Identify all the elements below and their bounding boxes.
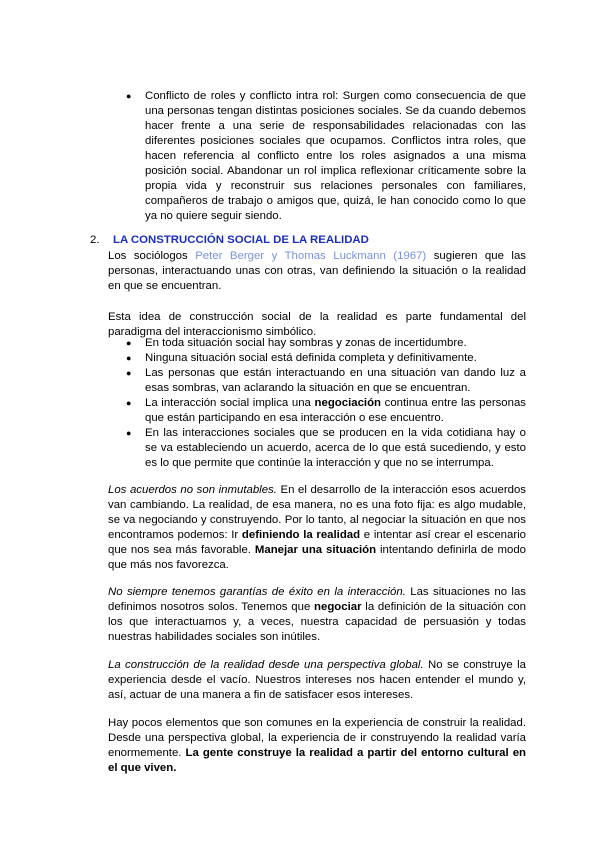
list-item (126, 396, 527, 426)
section-number: 2. (90, 234, 100, 246)
bullet-text: Ninguna situación social está definida completa y definitivamente. (145, 352, 477, 364)
bullet-text-after: continua entre las personas que están participando en esa interacción o ese encuentro. (145, 397, 527, 424)
acuerdos-text-3: intentando definirla de modo que más nos favorezca. (108, 544, 526, 571)
global-paragraph (108, 658, 526, 703)
list-item (126, 366, 526, 396)
bullet-text: Conflicto de roles y conflicto intra rol: Surgen como consecuencia de que una personas tengan distintas posiciones sociales. Se da cuando debemos hacer frente a una serie de responsabilidades relacionadas con las diferentes posiciones sociales que ocupamos. Conflictos intra roles, que hacen referencia al conflicto entre los roles asignados a una misma posición social. Abandonar un rol implica reflexionar críticamente sobre la propia vida y reconstruir sus relaciones personales con familiares, compañeros de trabajo o amigos que, quizá, le han conocido como lo que ya no quiere seguir siendo. (145, 90, 526, 222)
final-bold: La gente construye la realidad a partir del entorno cultural en el que viven. (108, 747, 526, 774)
bullet-icon: ● (126, 338, 132, 348)
authors-link[interactable]: Peter Berger y Thomas Luckmann (1967) (195, 250, 427, 262)
global-text: No se construye la experiencia desde el vacío. Nuestros intereses nos hacen entender el mundo y, así, actuar de una manera a fin de satisfacer esos intereses. (108, 659, 527, 701)
acuerdos-paragraph (108, 483, 526, 573)
list-item (126, 89, 526, 224)
garantias-italic: No siempre tenemos garantías de éxito en la interacción. (108, 586, 406, 598)
intro-paragraph (108, 249, 526, 294)
list-item (126, 336, 526, 351)
acuerdos-bold-2: Manejar una situación (254, 544, 377, 556)
intro-after: sugieren que las personas, interactuando unas con otras, van definiendo la situación o la realidad en que se encuentran. (108, 250, 526, 292)
global-italic: La construcción de la realidad desde una perspectiva global. (108, 659, 424, 671)
garantias-paragraph (108, 585, 526, 645)
concept-bullet-list (126, 336, 527, 471)
bullet-text-before: La interacción social implica una (145, 397, 315, 409)
bullet-text: Las personas que están interactuando en una situación van dando luz a esas sombras, van aclarando la situación en que se encuentran. (145, 367, 526, 394)
acuerdos-bold-1: definiendo la realidad (241, 529, 361, 541)
section-title: LA CONSTRUCCIÓN SOCIAL DE LA REALIDAD (113, 234, 369, 246)
garantias-bold: negociar (314, 601, 362, 613)
final-paragraph (108, 716, 526, 776)
bullet-bold: negociación (314, 397, 381, 409)
list-item (126, 426, 526, 471)
bullet-text: En toda situación social hay sombras y zonas de incertidumbre. (145, 337, 467, 349)
bullet-icon: ● (126, 428, 132, 438)
final-text: Hay pocos elementos que son comunes en la experiencia de construir la realidad. Desde una perspectiva global, la experiencia de ir construyendo la realidad varía enormemente. (108, 717, 526, 759)
bullet-icon: ● (126, 353, 132, 363)
acuerdos-text-1: En el desarrollo de la interacción esos acuerdos van cambiando. La realidad, de esa manera, no es una foto fija: es algo mudable, se va negociando y construyendo. Por lo tanto, al negociar la situación en que nos encontramos podemos: Ir (108, 484, 526, 541)
acuerdos-italic: Los acuerdos no son inmutables. (108, 484, 277, 496)
top-bullet-list (126, 89, 526, 224)
bullet-text: En las interacciones sociales que se producen en la vida cotidiana hay o se va estableciendo un acuerdo, acerca de lo que está sucediendo, y esto es lo que permite que continúe la interacción y que no se interrumpa. (145, 427, 526, 469)
garantias-text-2: la definición de la situación con los que interactuamos y, a veces, nuestra capacidad de persuasión y todas nuestras habilidades sociales son inútiles. (108, 601, 526, 643)
acuerdos-text-2: e intentar así crear el escenario que nos sea más favorable. (108, 529, 527, 556)
paradigm-paragraph: Esta idea de construcción social de la realidad es parte fundamental del paradigma del interaccionismo simbólico. (108, 311, 526, 338)
bullet-icon: ● (126, 398, 132, 408)
bullet-icon: ● (126, 368, 132, 378)
intro-before: Los sociólogos (108, 250, 196, 262)
bullet-icon: ● (126, 91, 132, 101)
garantias-text-1: Las situaciones no las definimos nosotros solos. Tenemos que (108, 586, 526, 613)
list-item (126, 351, 526, 366)
